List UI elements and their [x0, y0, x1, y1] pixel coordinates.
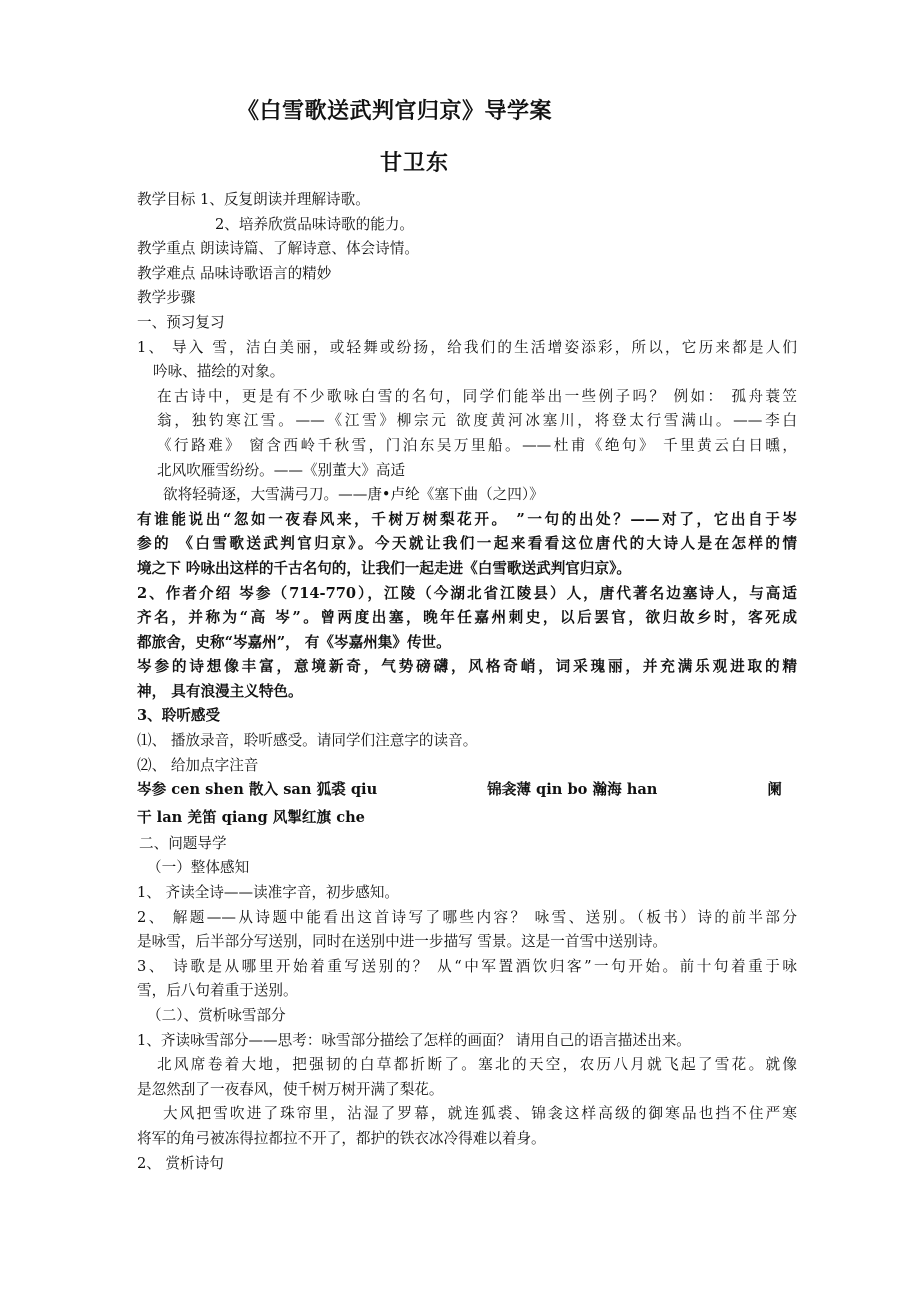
pinyin-row: 干 lan 羌笛 qiang 风掣红旗 che — [137, 808, 365, 826]
paragraph-line: 岑参的诗想像丰富，意境新奇，气势磅礴，风格奇峭，词采瑰丽，并充满乐观进取的精 — [137, 658, 797, 676]
paragraph-line: ⑵、 给加点字注音 — [137, 756, 259, 774]
paragraph-line: 欲将轻骑逐，大雪满弓刀。——唐•卢纶《塞下曲（之四）》 — [163, 486, 544, 504]
paragraph-line: 将军的角弓被冻得拉都拉不开了，都护的铁衣冰冷得难以着身。 — [137, 1129, 546, 1147]
paragraph-line: ⑴、 播放录音，聆听感受。请同学们注意字的读音。 — [137, 732, 478, 750]
paragraph-line: 3、 诗歌是从哪里开始着重写送别的？ 从“中军置酒饮归客”一句开始。前十句着重于咏 — [137, 957, 797, 975]
paragraph-line: 在古诗中，更是有不少歌咏白雪的名句，同学们能举出一些例子吗？ 例如： 孤舟蓑笠 — [157, 387, 797, 405]
paragraph-line: 2、 赏析诗句 — [137, 1154, 224, 1172]
paragraph-line: 1、 导入 雪，洁白美丽，或轻舞或纷扬，给我们的生活增姿添彩，所以，它历来都是人们 — [137, 338, 797, 356]
paragraph-line: 都旅舍，史称“岑嘉州”， 有《岑嘉州集》传世。 — [137, 633, 451, 651]
pinyin-group: 阑 — [767, 781, 782, 799]
paragraph-line: 参的 《白雪歌送武判官归京》。今天就让我们一起来看看这位唐代的大诗人是在怎样的情 — [137, 535, 797, 553]
goal-line-2: 2、培养欣赏品味诗歌的能力。 — [215, 215, 415, 233]
paragraph-line: 神， 具有浪漫主义特色。 — [137, 682, 303, 700]
goal-line-1: 教学目标 1、反复朗读并理解诗歌。 — [137, 191, 370, 208]
paragraph-line: 北风吹雁雪纷纷。——《别董大》高适 — [157, 461, 406, 479]
paragraph-line: 2、 解题——从诗题中能看出这首诗写了哪些内容？ 咏雪、送别。（板书）诗的前半部分 — [137, 908, 797, 926]
paragraph-line: 翁，独钓寒江雪。——《江雪》柳宗元 欲度黄河冰塞川，将登太行雪满山。——李白 — [157, 412, 797, 430]
difficulty-line: 教学难点 品味诗歌语言的精妙 — [137, 264, 332, 282]
paragraph-line: 有谁能说出“忽如一夜春风来，千树万树梨花开。 ”一句的出处？——对了，它出自于岑 — [137, 510, 797, 528]
section-heading-preview: 一、预习复习 — [137, 313, 225, 331]
section-heading-listen: 3、聆听感受 — [137, 707, 221, 725]
paragraph-line: 是忽然刮了一夜春风，使千树万树开满了梨花。 — [137, 1080, 444, 1098]
paragraph-line: 是咏雪，后半部分写送别，同时在送别中进一步描写 雪景。这是一首雪中送别诗。 — [137, 933, 668, 951]
paragraph-line: 雪，后八句着重于送别。 — [137, 982, 298, 1000]
subsection-heading: （二）、赏析咏雪部分 — [147, 1007, 286, 1024]
document-title: 《白雪歌送武判官归京》导学案 — [237, 98, 553, 124]
subsection-heading: （一）整体感知 — [147, 859, 250, 877]
paragraph-line: 齐名，并称为“高 岑”。曾两度出塞，晚年任嘉州刺史，以后罢官，欲归故乡时，客死成 — [137, 609, 797, 627]
paragraph-line: 2、作者介绍 岑参（714-770），江陵（今湖北省江陵县）人，唐代著名边塞诗人，与高适 — [137, 584, 797, 602]
author-name: 甘卫东 — [380, 150, 450, 176]
steps-heading: 教学步骤 — [137, 289, 196, 307]
document-body — [137, 188, 797, 1176]
paragraph-line: 1、齐读咏雪部分——思考：咏雪部分描绘了怎样的画面？ 请用自己的语言描述出来。 — [137, 1031, 691, 1049]
pinyin-group: 岑参 cen shen 散入 san 狐裘 qiu — [137, 781, 378, 799]
pinyin-group: 锦衾薄 qin bo 瀚海 han — [487, 781, 658, 799]
pinyin-row — [137, 778, 782, 803]
paragraph-line: 境之下 吟咏出这样的千古名句的，让我们一起走进《白雪歌送武判官归京》。 — [137, 559, 631, 577]
section-heading-questions: 二、问题导学 — [139, 834, 227, 852]
paragraph-line: 北风席卷着大地，把强韧的白草都折断了。塞北的天空，农历八月就飞起了雪花。就像 — [157, 1056, 797, 1074]
paragraph-line: 1、 齐读全诗——读准字音，初步感知。 — [137, 884, 400, 902]
key-point-line: 教学重点 朗读诗篇、了解诗意、体会诗情。 — [137, 240, 419, 258]
paragraph-line: 吟咏、描绘的对象。 — [153, 363, 285, 381]
paragraph-line: 大风把雪吹进了珠帘里，沾湿了罗幕，就连狐裘、锦衾这样高级的御寒品也挡不住严寒 — [163, 1105, 797, 1123]
paragraph-line: 《行路难》 窗含西岭千秋雪，门泊东吴万里船。——杜甫《绝句》 千里黄云白日曛， — [157, 436, 797, 454]
